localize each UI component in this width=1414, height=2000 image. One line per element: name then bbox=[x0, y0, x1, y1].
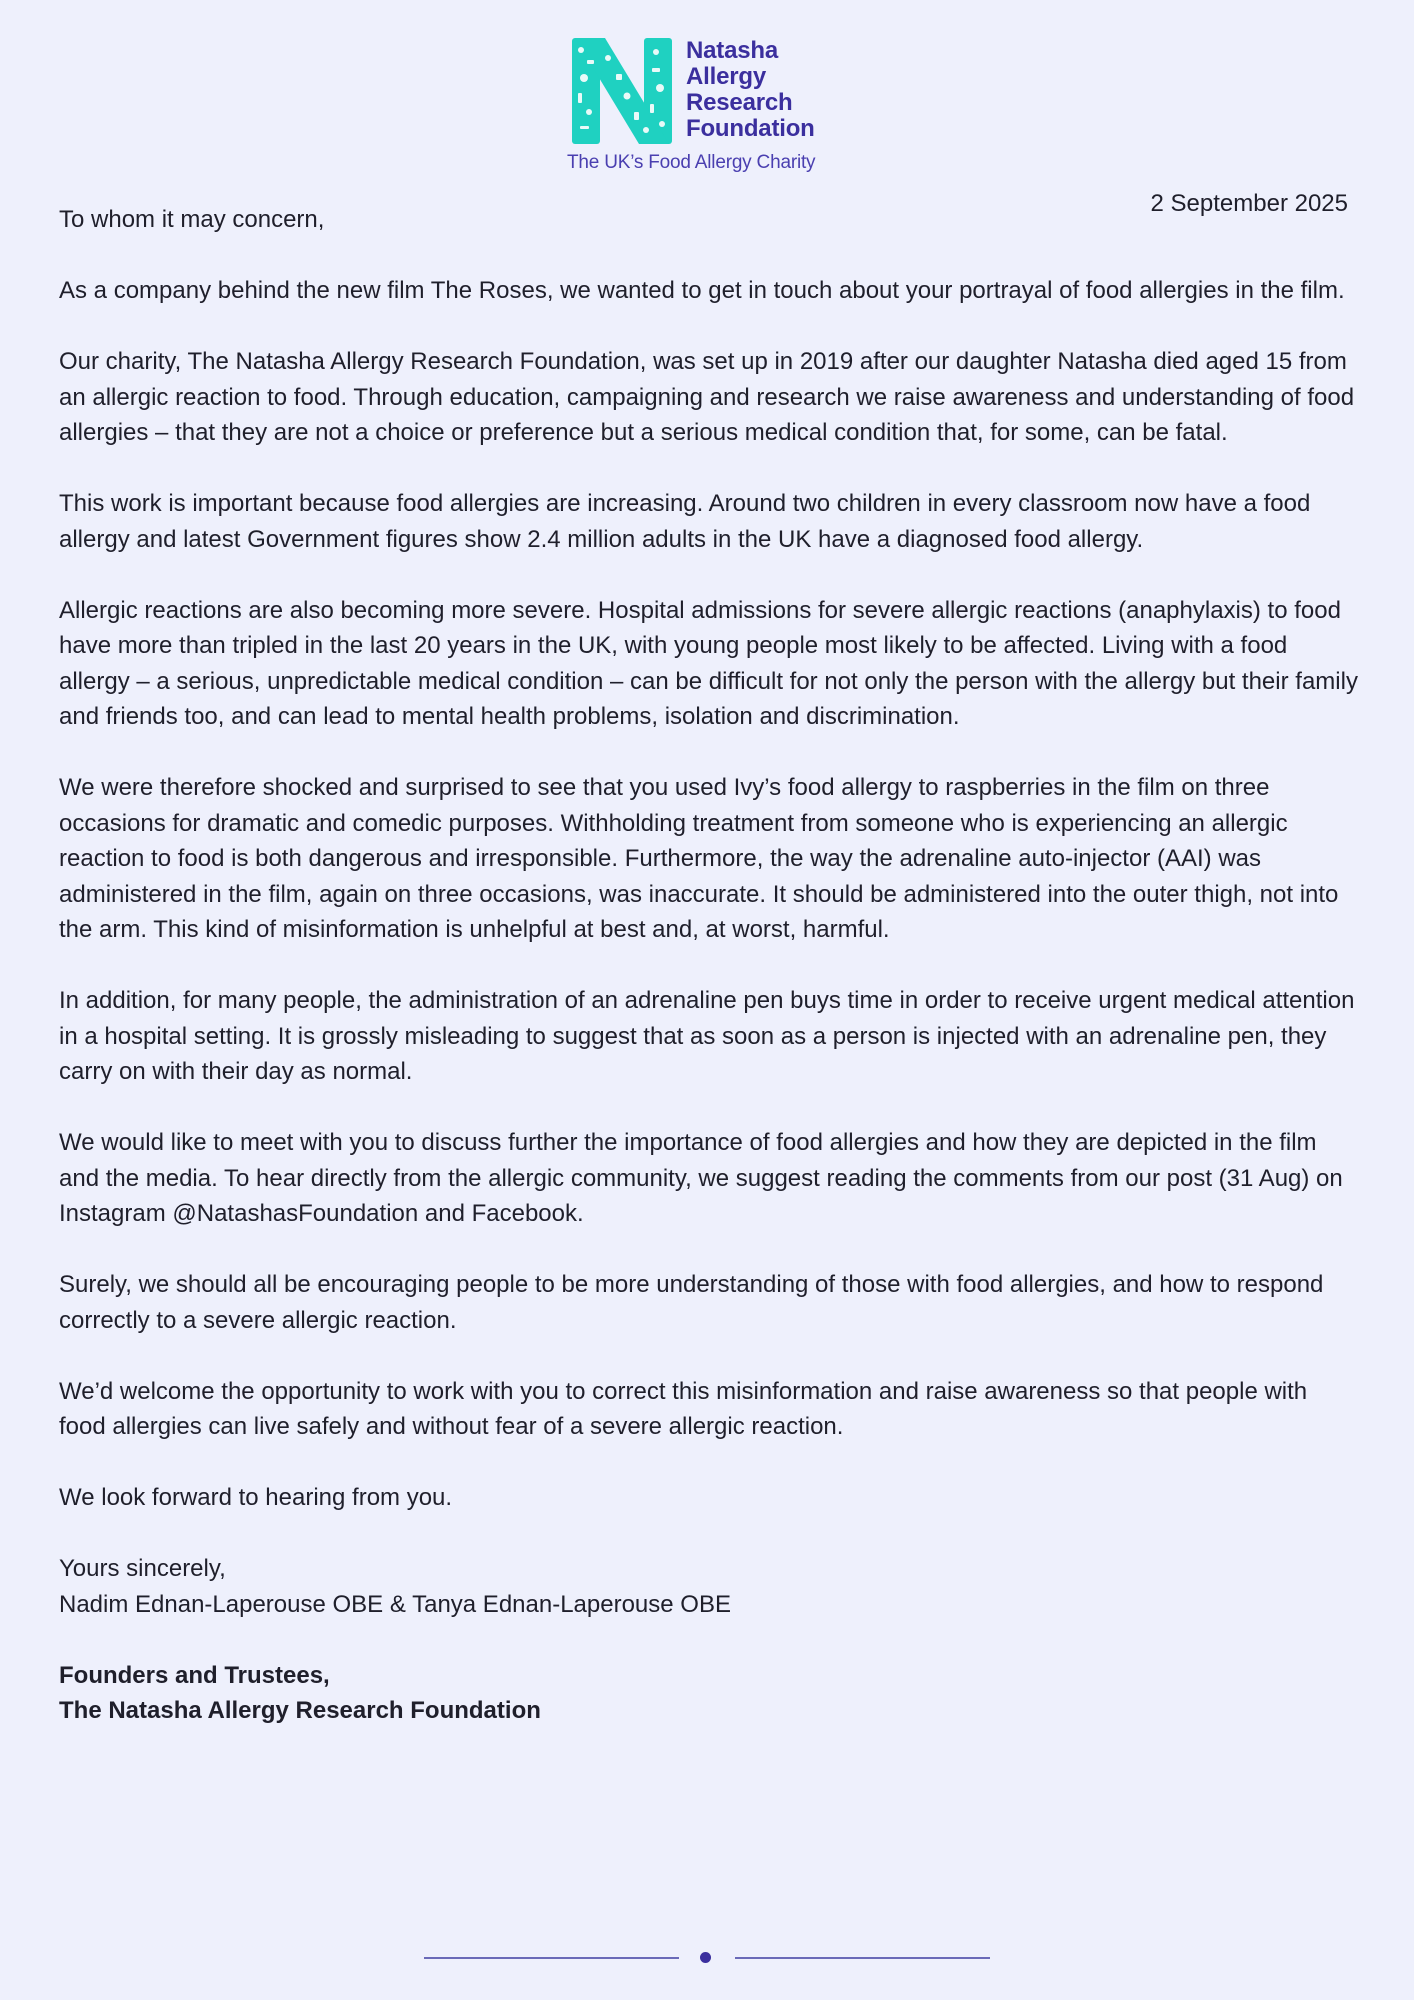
paragraph-7: We would like to meet with you to discuss further the importance of food allergies and how they are depicted in the film and the media. To hear directly from the allergic community, we suggest reading the comments from our post (31 Aug) on Instagram @NatashasFoundation and Facebook. bbox=[59, 1129, 1343, 1227]
paragraph-3: This work is important because food allergies are increasing. Around two children in every classroom now have a food allergy and latest Government figures show 2.4 million adults in the UK have a diagnosed food allergy. bbox=[59, 490, 1311, 553]
paragraph-10: We look forward to hearing from you. bbox=[59, 1484, 453, 1511]
tagline: The UK’s Food Allergy Charity bbox=[567, 152, 816, 173]
letterhead bbox=[0, 34, 1414, 184]
logo-line-natasha: Natasha bbox=[686, 37, 778, 64]
paragraph-2: Our charity, The Natasha Allergy Research Foundation, was set up in 2019 after our daughter Natasha died aged 15 from an allergic reaction to food. Through education, campaigning and research we raise awareness and understanding of food allergies – that they are not a choice or preference but a serious medical condition that, for some, can be fatal. bbox=[59, 348, 1355, 446]
logo-line-research: Research bbox=[686, 89, 793, 116]
paragraph-5: We were therefore shocked and surprised to see that you used Ivy’s food allergy to raspberries in the film on three occasions for dramatic and comedic purposes. Withholding treatment from someone who is experiencing an allergic reaction to food is both dangerous and irresponsible. Furthermore, the way the adrenaline auto-injector (AAI) was administered in the film, again on three occasions, was inaccurate. It should be administered into the outer thigh, not into the arm. This kind of misinformation is unhelpful at best and, at worst, harmful. bbox=[59, 774, 1339, 943]
paragraph-9: We’d welcome the opportunity to work with you to correct this misinformation and raise awareness so that people with food allergies can live safely and without fear of a severe allergic reaction. bbox=[59, 1377, 1308, 1440]
foundation-logo bbox=[572, 38, 815, 144]
salutation: To whom it may concern, bbox=[59, 206, 325, 233]
paragraph-8: Surely, we should all be encouraging people to be more understanding of those with food allergies, and how to respond correctly to a severe allergic reaction. bbox=[59, 1271, 1324, 1334]
closing: Yours sincerely, bbox=[59, 1555, 226, 1582]
divider-dot bbox=[700, 1952, 711, 1963]
logo-n-mark-icon bbox=[572, 38, 672, 144]
logo-wordmark bbox=[686, 38, 815, 142]
letter-body bbox=[59, 202, 1359, 1729]
divider-line-left bbox=[424, 1957, 679, 1959]
letter-date: 2 September 2025 bbox=[1150, 190, 1348, 217]
paragraph-6: In addition, for many people, the administration of an adrenaline pen buys time in order to receive urgent medical attention in a hospital setting. It is grossly misleading to suggest that as soon as a person is injected with an adrenaline pen, they carry on with their day as normal. bbox=[59, 987, 1355, 1085]
paragraph-4: Allergic reactions are also becoming more severe. Hospital admissions for severe allergic reactions (anaphylaxis) to food have more than tripled in the last 20 years in the UK, with young people most likely to be affected. Living with a food allergy – a serious, unpredictable medical condition – can be difficult for not only the person with the allergy but their family and friends too, and can lead to mental health problems, isolation and discrimination. bbox=[59, 596, 1358, 730]
logo-line-allergy: Allergy bbox=[686, 63, 766, 90]
signatories: Nadim Ednan-Laperouse OBE & Tanya Ednan-Laperouse OBE bbox=[59, 1590, 731, 1618]
role-line-2: The Natasha Allergy Research Foundation bbox=[59, 1697, 541, 1724]
logo-line-foundation: Foundation bbox=[686, 115, 815, 142]
paragraph-1: As a company behind the new film The Roses, we wanted to get in touch about your portrayal of food allergies in the film. bbox=[59, 277, 1345, 304]
role-line-1: Founders and Trustees, bbox=[59, 1661, 330, 1689]
footer-divider bbox=[0, 1948, 1414, 1968]
divider-line-right bbox=[735, 1957, 990, 1959]
